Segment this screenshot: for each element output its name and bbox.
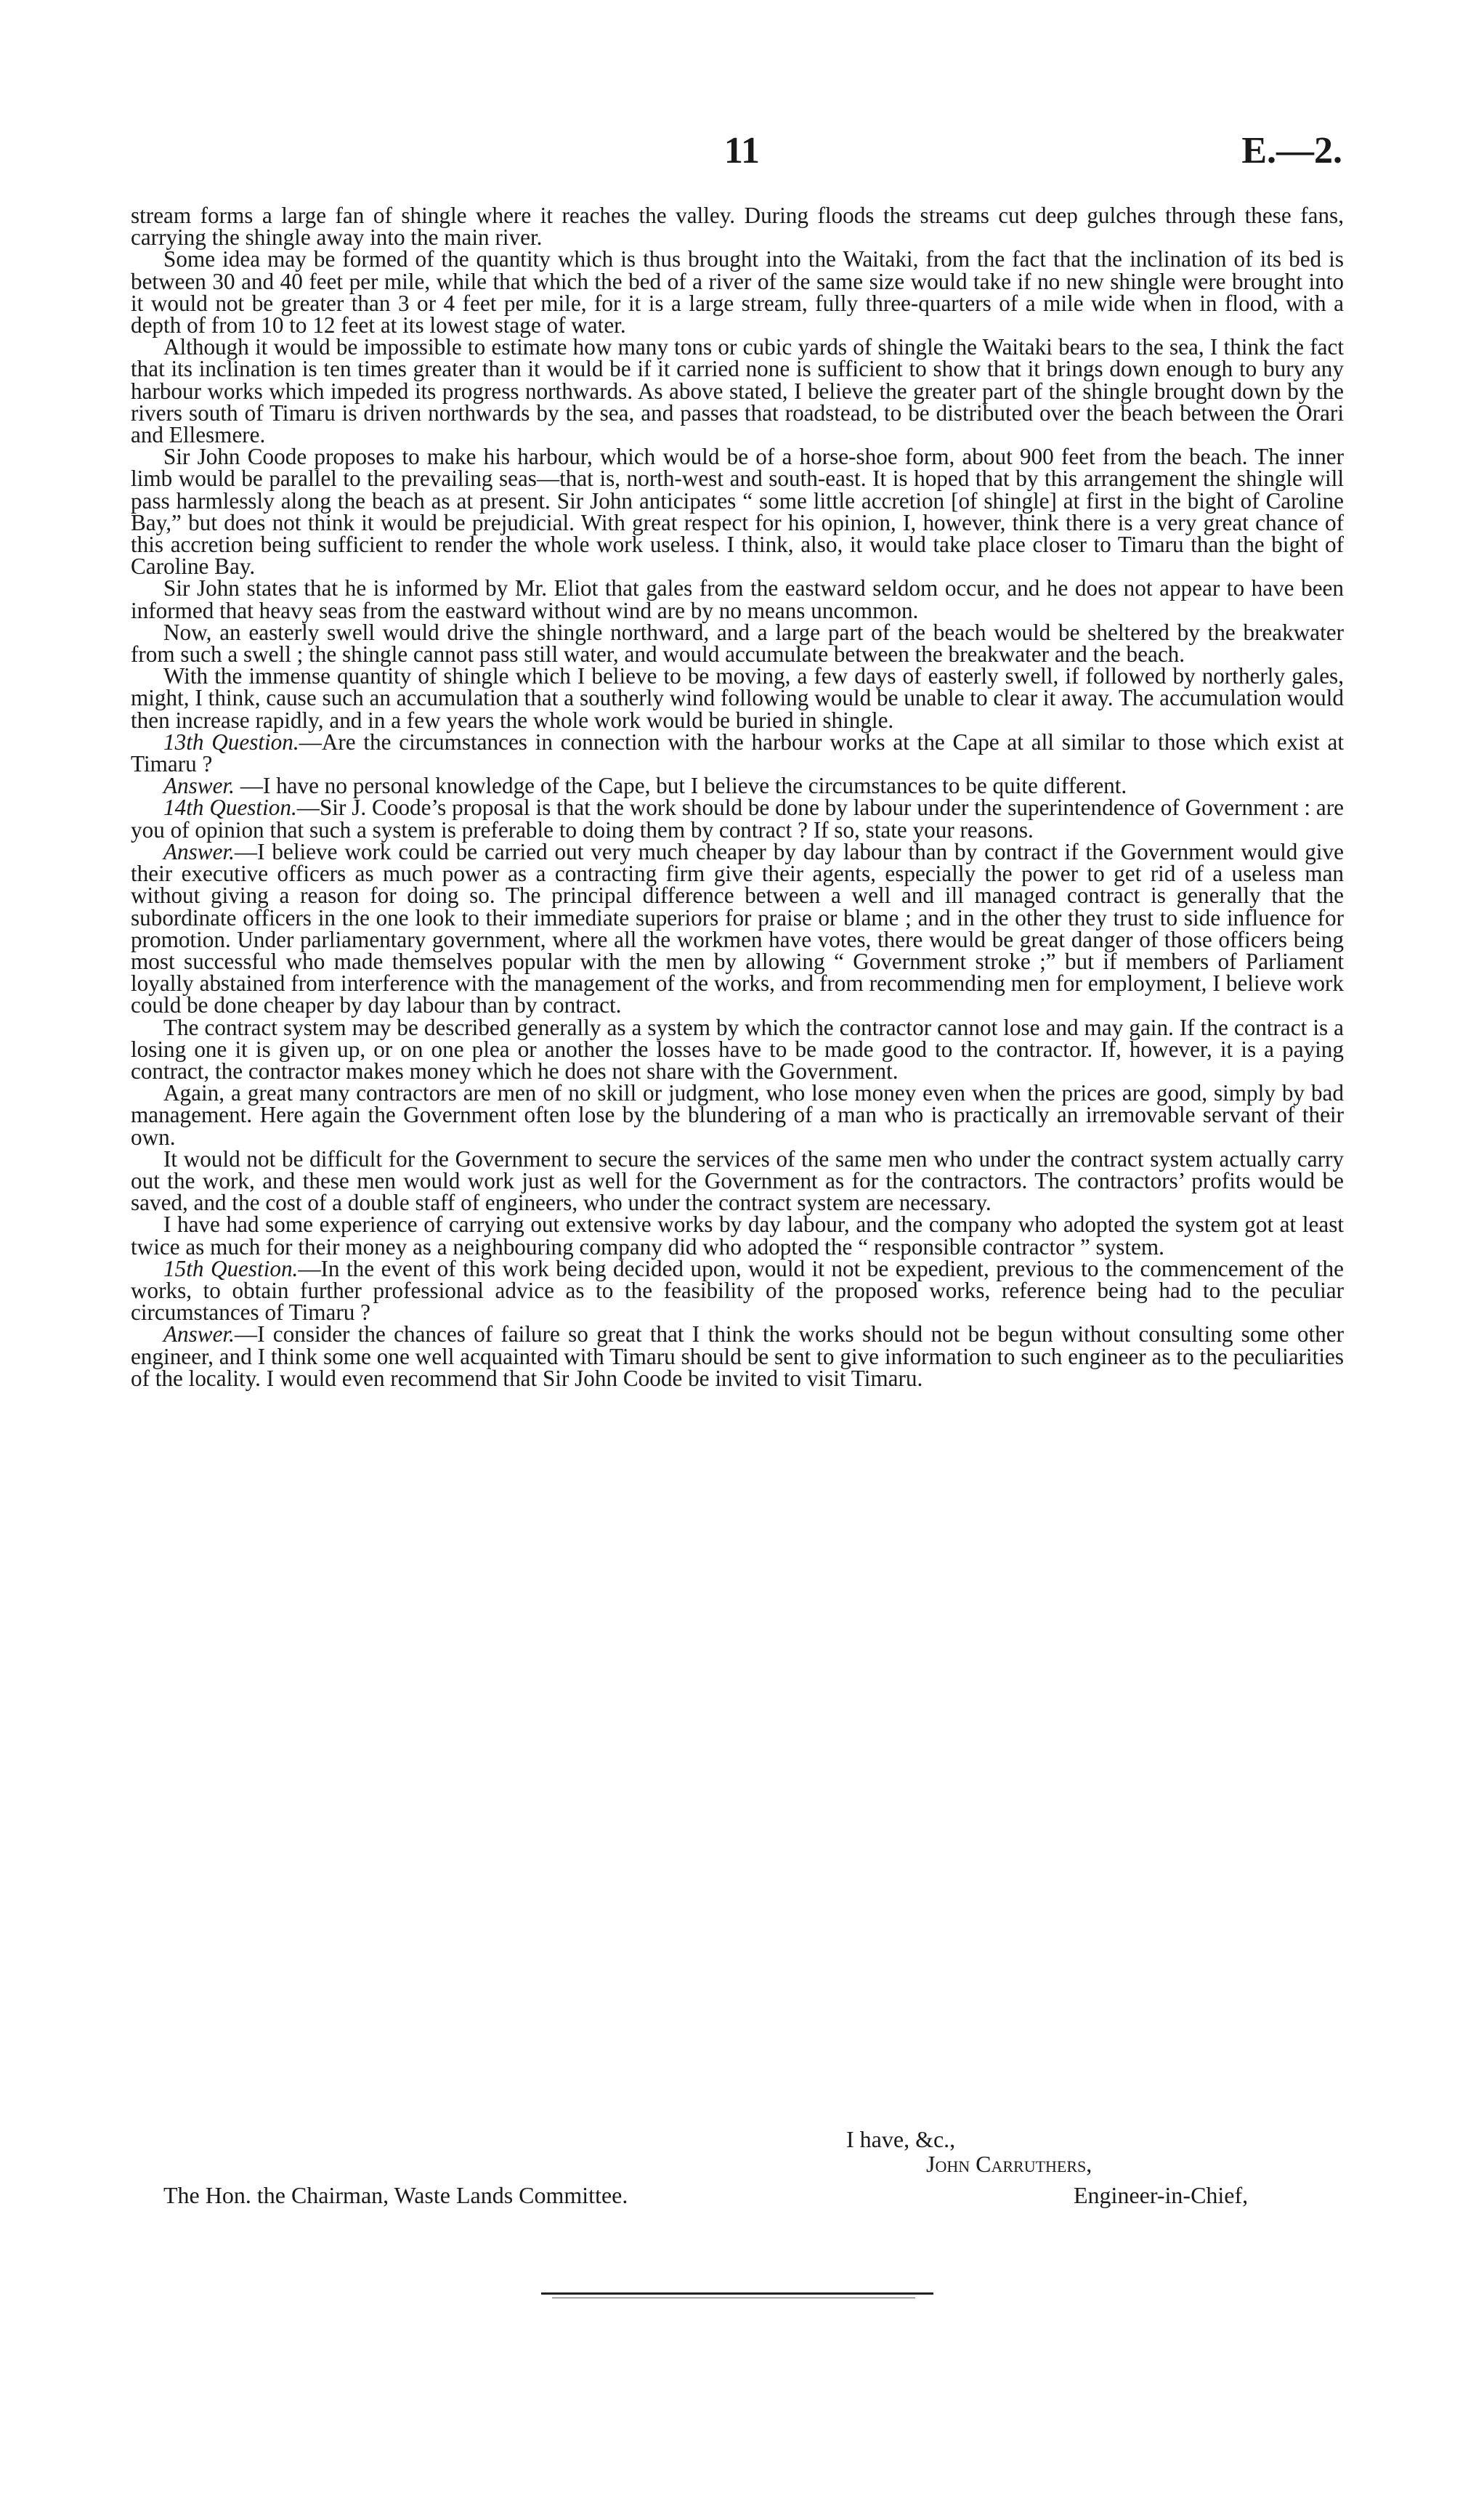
paragraph-text: Now, an easterly swell would drive the shingle northward, and a large part of the beach would be sheltered by the breakwater from such a swell ; the shingle cannot pass still water, and would accumulate between the breakwater and the beach. [131,619,1344,668]
paragraph-label: Answer. [163,1321,235,1347]
page-header [0,129,1484,180]
paragraph-text: Some idea may be formed of the quantity which is thus brought into the Waitaki, from the fact that the inclination of its bed is between 30 and 40 feet per mile, while that which the bed of a river of the same size would take if no new shingle were brought into it would not be greater than 3 or 4 feet per mile, for it is a large stream, fully three-quarters of a mile wide when in flood, with a depth of from 10 to 12 feet at its lowest stage of water. [131,246,1344,338]
qa-paragraph [131,775,1344,797]
document-reference: E.—2. [1241,130,1342,171]
paragraph [131,203,1344,251]
paragraph-text: Although it would be impossible to estimate how many tons or cubic yards of shingle the Waitaki bears to the sea, I think the fact that its inclination is ten times greater than it would be if it carried none is sufficient to show that it brings down enough to bury any harbour works which impeded its progress northwards. As above stated, I believe the greater part of the shingle brought down by the rivers south of Timaru is driven northwards by the sea, and passes that roadstead, to be distributed over the beach between the Orari and Ellesmere. [131,334,1344,448]
paragraph-text: —Are the circumstances in connection with the harbour works at the Cape at all similar to those which exist at Timaru ? [131,729,1344,777]
paragraph [131,1082,1344,1148]
paragraph [131,248,1344,336]
paragraph-text: I have had some experience of carrying out extensive works by day labour, and the company who adopted the system got at least twice as much for their money as a neighbouring company did who adopted the “ responsible contractor ” system. [131,1212,1344,1260]
signatory-title: Engineer-in-Chief, [1074,2182,1249,2208]
paragraph-text: Sir John states that he is informed by Mr. Eliot that gales from the eastward seldom occur, and he does not appear to have been informed that heavy seas from the eastward without wind are by no means uncommon. [131,575,1344,623]
paragraph [131,577,1344,621]
paragraph-text: It would not be difficult for the Government to secure the services of the same men who under the contract system actually carry out the work, and these men would work just as well for the Government as for the contractors. The contractors’ profits would be saved, and the cost of a double staff of engineers, who under the contract system are necessary. [131,1146,1344,1216]
paragraph-text: —I have no personal knowledge of the Cape, but I believe the circumstances to be quite different. [234,773,1127,799]
paragraph [131,1148,1344,1215]
paragraph-text: —Sir J. Coode’s proposal is that the work should be done by labour under the superintendence of Government : are you of opinion that such a system is preferable to doing them by contract ? If so, state your reasons. [131,795,1344,843]
paragraph-text: —In the event of this work being decided upon, would it not be expedient, previous to the commencement of the works, to obtain further professional advice as to the feasibility of the proposed works, reference being had to the peculiar circumstances of Timaru ? [131,1255,1344,1326]
paragraph [131,1014,1344,1084]
paragraph-text: —I consider the chances of failure so great that I think the works should not be begun without consulting some other engineer, and I think some one well acquainted with Timaru should be sent to give information to such engineer as to the peculiarities of the locality. I would even recommend that Sir John Coode be invited to visit Timaru. [131,1321,1344,1391]
qa-paragraph [131,795,1344,843]
closing-block [846,2127,1092,2176]
page-number: 11 [723,130,761,171]
paragraph-label: Answer. [163,838,235,864]
paragraph-text: Sir John Coode proposes to make his harbour, which would be of a horse-shoe form, about 900 feet from the beach. The inner limb would be parallel to the prevailing seas—that is, north-west and south-east. It is hoped that by this arrangement the shingle will pass harmlessly along the beach as at present. Sir John anticipates “ some little accretion [of shingle] at first in the bight of Caroline Bay,” but does not think it would be prejudicial. With great respect for his opinion, I, however, think there is a very great chance of this accretion being sufficient to render the whole work useless. I think, also, it would take place closer to Timaru than the bight of Caroline Bay. [131,444,1344,580]
qa-paragraph [131,731,1344,775]
paragraph-text: stream forms a large fan of shingle where it reaches the valley. During floods the streams cut deep gulches through these fans, carrying the shingle away into the main river. [131,203,1344,251]
closing-salutation: I have, &c., [846,2126,956,2152]
signatory-name: John Carruthers, [926,2151,1092,2177]
paragraph-label: Answer. [163,773,235,799]
paragraph-label: 14th Question. [163,795,297,821]
qa-paragraph [131,838,1344,1018]
paragraph [131,444,1344,580]
end-rule [541,2292,933,2295]
paragraph-text: The contract system may be described generally as a system by which the contractor cannot lose and may gain. If the contract is a losing one it is given up, or on one plea or another the losses have to be made good to the contractor. If, however, it is a paying contract, the contractor makes money which he does not share with the Government. [131,1014,1344,1084]
paragraph-label: 13th Question. [163,729,299,755]
addressee: The Hon. the Chairman, Waste Lands Committee. [163,2182,628,2208]
paragraph-label: 15th Question. [163,1255,299,1281]
qa-paragraph [131,1323,1344,1390]
paragraph [131,665,1344,731]
qa-paragraph [131,1255,1344,1326]
body-text [131,205,1344,1390]
paragraph [131,1212,1344,1260]
paragraph-text: With the immense quantity of shingle which I believe to be moving, a few days of easterly swell, if followed by northerly gales, might, I think, cause such an accumulation that a southerly wind following would be unable to clear it away. The accumulation would then increase rapidly, and in a few years the whole work would be buried in shingle. [131,663,1344,733]
paragraph-text: —I believe work could be carried out very much cheaper by day labour than by contract if the Government would give their executive officers as much power as a contracting firm give their agents, especially the power to get rid of a useless man without giving a reason for doing so. The principal difference between a well and ill managed contract is generally that the subordinate officers in the one look to their immediate superiors for praise or blame ; and in the other they trust to side influence for promotion. Under parliamentary government, where all the workmen have votes, there would be great danger of those officers being most successful who made themselves popular with the men by allowing “ Government stroke ;” but if members of Parliament loyally abstained from interference with the management of the works, and from recommending men for employment, I believe work could be done cheaper by day labour than by contract. [131,838,1344,1018]
paragraph-text: Again, a great many contractors are men of no skill or judgment, who lose money even when the prices are good, simply by bad management. Here again the Government often lose by the blundering of a man who is practically an irremovable servant of their own. [131,1080,1344,1150]
paragraph [131,619,1344,668]
paragraph [131,336,1344,446]
